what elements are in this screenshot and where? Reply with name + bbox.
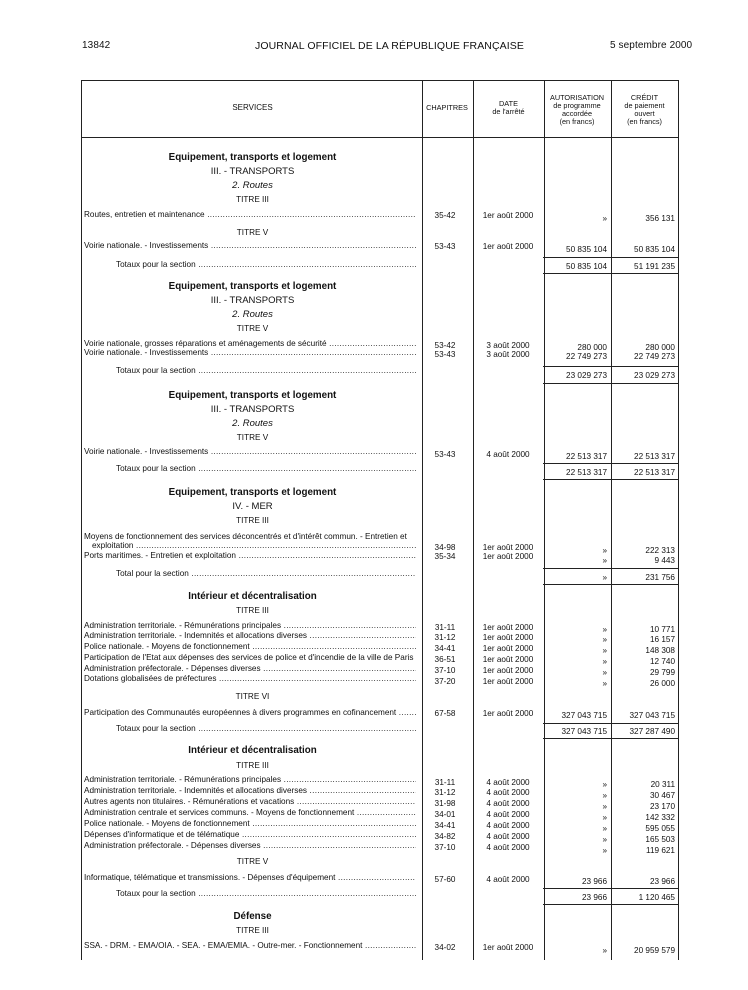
row-credit: 22 513 317 [634,452,675,461]
row-autorisation: » [602,635,607,644]
row-label: Voirie nationale. - Investissements ..... [84,447,416,456]
row-label: Administration territoriale. - Rémunérations principales ..... [84,775,416,784]
section-title: Equipement, transports et logement [168,390,337,401]
total-autorisation: 50 835 104 [566,262,607,271]
row-credit: 20 311 [650,780,675,789]
row-credit: 16 157 [649,635,675,644]
row-chapitre: 34-01 [434,810,456,819]
total-label: Total pour la section ..... [116,569,416,578]
total-rule [543,584,678,585]
row-chapitre: 35-34 [434,552,456,561]
total-autorisation: 22 513 317 [566,468,607,477]
total-credit: 23 029 273 [634,371,675,380]
row-chapitre: 31-12 [434,788,456,797]
section-title: Intérieur et décentralisation [188,591,317,602]
row-autorisation: » [602,668,607,677]
row-autorisation: » [602,546,607,555]
row-autorisation: » [602,679,607,688]
titre-heading: TITRE V [236,228,269,237]
row-chapitre: 53-43 [434,242,456,251]
col-header-autorisation [544,94,610,126]
total-rule [543,463,678,464]
section-title: Equipement, transports et logement [168,152,337,163]
row-credit: 327 043 715 [629,711,675,720]
row-date: 1er août 2000 [482,633,534,642]
total-autorisation: » [602,573,607,582]
row-autorisation: » [602,625,607,634]
row-date: 4 août 2000 [486,799,530,808]
col-header-line: AUTORISATION [549,93,605,102]
page-number: 13842 [82,40,111,51]
col-header-line: (en francs) [559,117,595,126]
row-date: 1er août 2000 [482,242,534,251]
row-date: 4 août 2000 [486,810,530,819]
section-subtitle: III. - TRANSPORTS [210,166,295,177]
titre-heading: TITRE V [236,857,269,866]
row-date: 3 août 2000 [486,350,530,359]
row-chapitre: 31-98 [434,799,456,808]
section-subtitle-italic: 2. Routes [232,418,273,429]
row-label: Voirie nationale. - Investissements ..... [84,241,416,250]
row-autorisation: 50 835 104 [566,245,607,254]
row-date: 4 août 2000 [486,450,530,459]
total-rule [543,723,678,724]
total-label: Totaux pour la section ..... [116,260,416,269]
section-subtitle-italic: 2. Routes [232,180,273,191]
row-chapitre: 67-58 [434,709,456,718]
titre-heading: TITRE III [236,516,269,525]
row-label: Administration territoriale. - Indemnités et allocations diverses ..... [84,631,416,640]
row-credit: 9 443 [654,556,675,565]
col-header-date [473,100,544,116]
row-credit: 50 835 104 [634,245,675,254]
row-autorisation: » [602,846,607,855]
row-label: Dotations globalisées de préfectures ..... [84,674,416,683]
row-date: 1er août 2000 [482,666,534,675]
row-chapitre: 31-11 [434,623,456,632]
row-date: 4 août 2000 [486,843,530,852]
row-date: 4 août 2000 [486,778,530,787]
row-chapitre: 53-42 [434,341,456,350]
row-autorisation: » [602,646,607,655]
titre-heading: TITRE III [236,606,269,615]
total-label: Totaux pour la section ..... [116,724,416,733]
row-autorisation: » [602,824,607,833]
col-header-date-line: DATE [499,99,518,108]
col-header-services: SERVICES [232,103,273,112]
row-credit: 29 799 [649,668,675,677]
row-date: 1er août 2000 [482,677,534,686]
row-credit: 10 771 [649,625,675,634]
row-date: 1er août 2000 [482,211,534,220]
row-label: Autres agents non titulaires. - Rémunérations et vacations ..... [84,797,416,806]
row-label: Dépenses d'informatique et de télématique ..... [84,830,416,839]
row-date: 1er août 2000 [482,709,534,718]
row-autorisation: 23 966 [581,877,607,886]
row-label: Police nationale. - Moyens de fonctionnement ..... [84,642,416,651]
row-credit: 30 467 [649,791,675,800]
row-label: Participation de l'Etat aux dépenses des services de police et d'incendie de la ville de Paris [84,653,414,662]
titre-heading: TITRE III [236,195,269,204]
row-label: Routes, entretien et maintenance ..... [84,210,416,219]
header-separator [82,137,678,138]
total-rule [543,888,678,889]
row-autorisation: » [602,556,607,565]
row-credit: 22 749 273 [634,352,675,361]
row-label: Administration territoriale. - Indemnités et allocations diverses ..... [84,786,416,795]
col-header-line: ouvert [634,109,655,118]
col-header-line: de programme [553,101,601,110]
total-credit: 51 191 235 [634,262,675,271]
total-autorisation: 23 966 [581,893,607,902]
row-date: 4 août 2000 [486,832,530,841]
total-rule [543,383,678,384]
row-label: Voirie nationale. - Investissements ..... [84,348,416,357]
row-chapitre: 36-51 [434,655,456,664]
row-label: Voirie nationale, grosses réparations et aménagements de sécurité ..... [84,339,416,348]
row-chapitre: 57-60 [434,875,456,884]
total-rule [543,904,678,905]
section-title: Intérieur et décentralisation [188,745,317,756]
row-autorisation: 327 043 715 [561,711,607,720]
row-label-continuation: exploitation ..... [92,541,416,550]
total-rule [543,738,678,739]
section-title: Défense [233,911,272,922]
section-subtitle-italic: 2. Routes [232,309,273,320]
row-label: Administration territoriale. - Rémunérations principales ..... [84,621,416,630]
row-date: 1er août 2000 [482,543,534,552]
row-autorisation: » [602,214,607,223]
col-header-line: de paiement [624,101,665,110]
row-date: 3 août 2000 [486,341,530,350]
row-autorisation: » [602,813,607,822]
row-label: Moyens de fonctionnement des services déconcentrés et d'intérêt commun. - Entretien et [84,532,407,541]
col-header-credit [611,94,678,126]
row-label: Administration centrale et services communs. - Moyens de fonctionnement ..... [84,808,416,817]
row-chapitre: 34-02 [434,943,456,952]
row-credit: 148 308 [645,646,675,655]
total-autorisation: 327 043 715 [561,727,607,736]
total-rule [543,479,678,480]
total-credit: 1 120 465 [638,893,675,902]
total-rule [543,273,678,274]
row-autorisation: » [602,791,607,800]
total-label: Totaux pour la section ..... [116,464,416,473]
col-header-line: accordée [561,109,593,118]
col-header-line: CRÉDIT [630,93,659,102]
row-credit: 142 332 [645,813,675,822]
row-date: 1er août 2000 [482,623,534,632]
titre-heading: TITRE III [236,761,269,770]
row-credit: 23 966 [649,877,675,886]
section-title: Equipement, transports et logement [168,487,337,498]
row-credit: 119 621 [646,846,675,855]
row-chapitre: 37-10 [434,843,456,852]
col-header-chapitres: CHAPITRES [426,103,468,112]
row-autorisation: » [602,802,607,811]
row-chapitre: 37-20 [434,677,456,686]
total-label: Totaux pour la section ..... [116,366,416,375]
total-label: Totaux pour la section ..... [116,889,416,898]
row-chapitre: 35-42 [434,211,456,220]
row-label: Administration préfectorale. - Dépenses diverses ..... [84,664,416,673]
row-autorisation: 22 749 273 [566,352,607,361]
row-date: 4 août 2000 [486,821,530,830]
row-label: Police nationale. - Moyens de fonctionnement ..... [84,819,416,828]
row-credit: 12 740 [649,657,675,666]
row-credit: 222 313 [645,546,675,555]
row-chapitre: 31-11 [434,778,456,787]
row-autorisation: 280 000 [577,343,607,352]
total-autorisation: 23 029 273 [566,371,607,380]
row-credit: 280 000 [645,343,675,352]
row-date: 1er août 2000 [482,644,534,653]
row-chapitre: 37-10 [434,666,456,675]
row-chapitre: 34-41 [434,821,456,830]
col-header-line: (en francs) [627,117,662,126]
row-credit: 26 000 [649,679,675,688]
section-subtitle: III. - TRANSPORTS [210,404,295,415]
row-autorisation: » [602,835,607,844]
row-credit: 356 131 [645,214,675,223]
total-rule [543,366,678,367]
row-date: 1er août 2000 [482,943,534,952]
row-chapitre: 34-98 [434,543,456,552]
row-chapitre: 31-12 [434,633,456,642]
row-label: Ports maritimes. - Entretien et exploitation ..... [84,551,416,560]
titre-heading: TITRE V [236,433,269,442]
row-chapitre: 34-41 [434,644,456,653]
titre-heading: TITRE III [236,926,269,935]
row-autorisation: 22 513 317 [566,452,607,461]
row-chapitre: 34-82 [434,832,456,841]
section-subtitle: IV. - MER [232,501,273,512]
row-chapitre: 53-43 [434,450,456,459]
row-autorisation: » [602,946,607,955]
row-label: Informatique, télématique et transmissions. - Dépenses d'équipement ..... [84,873,416,882]
total-credit: 231 756 [645,573,675,582]
issue-date: 5 septembre 2000 [610,40,693,51]
row-credit: 23 170 [649,802,675,811]
row-credit: 165 503 [645,835,675,844]
row-autorisation: » [602,657,607,666]
total-credit: 22 513 317 [634,468,675,477]
row-label: Administration préfectorale. - Dépenses diverses ..... [84,841,416,850]
row-label: SSA. - DRM. - EMA/OIA. - SEA. - EMA/EMIA. - Outre-mer. - Fonctionnement ..... [84,941,416,950]
row-date: 4 août 2000 [486,788,530,797]
row-date: 1er août 2000 [482,552,534,561]
titre-heading: TITRE V [236,324,269,333]
row-date: 4 août 2000 [486,875,530,884]
row-autorisation: » [602,780,607,789]
journal-title: JOURNAL OFFICIEL DE LA RÉPUBLIQUE FRANÇAISE [255,40,524,52]
total-rule [543,257,678,258]
total-credit: 327 287 490 [629,727,675,736]
titre-heading: TITRE VI [235,692,270,701]
section-title: Equipement, transports et logement [168,281,337,292]
row-chapitre: 53-43 [434,350,456,359]
row-credit: 595 055 [645,824,675,833]
row-label: Participation des Communautés européennes à divers programmes en cofinancement ..... [84,708,416,717]
section-subtitle: III. - TRANSPORTS [210,295,295,306]
row-date: 1er août 2000 [482,655,534,664]
total-rule [543,568,678,569]
row-credit: 20 959 579 [634,946,675,955]
col-header-date-line: de l'arrêté [492,107,525,116]
